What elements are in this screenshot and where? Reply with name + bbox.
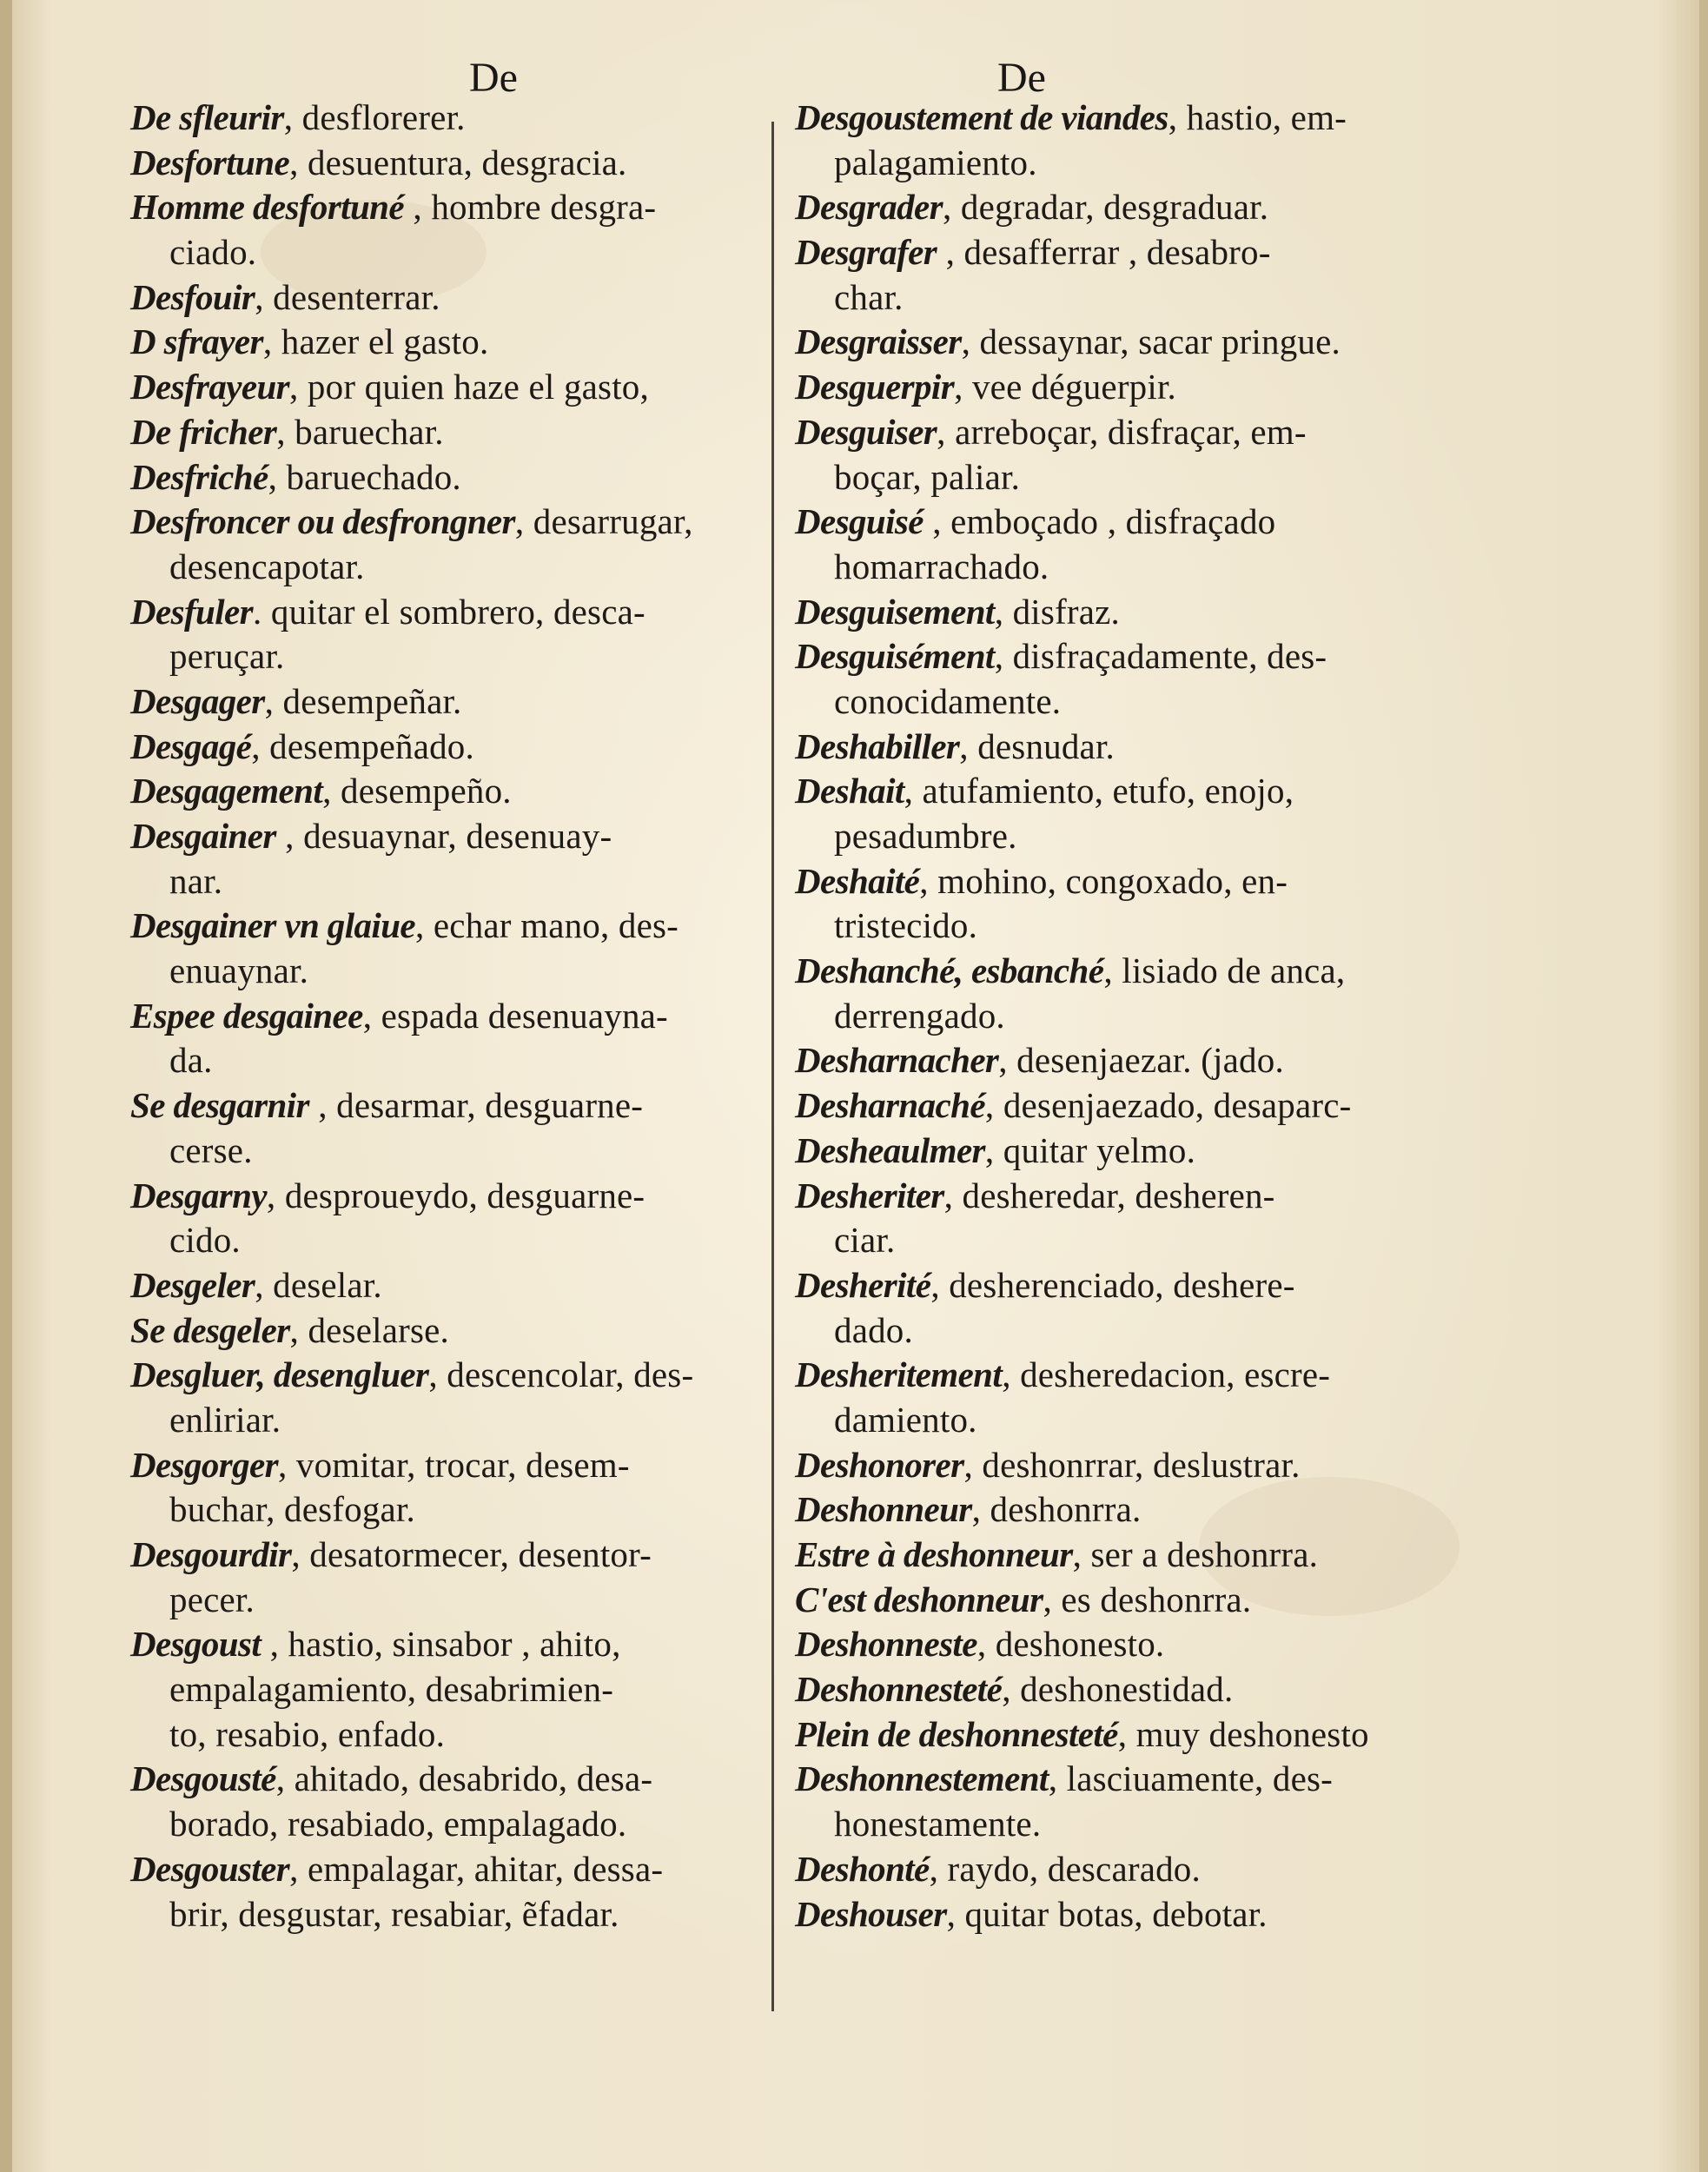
definition-text: , descencolar, des-	[428, 1354, 694, 1395]
header-left: De	[469, 55, 518, 101]
entry-line	[130, 1083, 773, 1129]
entry-continuation-line	[130, 634, 773, 679]
headword: Desheriter	[795, 1175, 944, 1215]
dictionary-entry	[795, 634, 1455, 724]
definition-text: , desuentura, desgracia.	[289, 142, 627, 182]
definition-text: , arreboçar, disfraçar, em-	[937, 411, 1307, 452]
headword: Desgagement	[130, 771, 323, 811]
definition-text: cido.	[169, 1220, 241, 1261]
entry-line	[795, 1712, 1455, 1758]
dictionary-entry	[130, 455, 773, 500]
entry-line	[130, 1443, 773, 1488]
entry-line	[130, 410, 773, 455]
entry-line	[795, 1443, 1455, 1488]
dictionary-entry	[795, 410, 1455, 500]
definition-text: conocidamente.	[834, 680, 1062, 721]
entry-continuation-line	[795, 814, 1455, 859]
definition-text: , deshonesto.	[976, 1624, 1165, 1665]
definition-text: , hazer el gasto.	[262, 321, 489, 362]
headword: Desfuler	[130, 591, 253, 632]
definition-text: cerse.	[169, 1129, 253, 1170]
headword: Se desgeler	[130, 1309, 290, 1350]
dictionary-entry	[130, 320, 773, 365]
entry-line	[130, 455, 773, 500]
dictionary-entry	[130, 1308, 773, 1354]
headword: Desfriché	[130, 456, 268, 497]
definition-text: , desproueydo, desguarne-	[266, 1175, 645, 1215]
definition-text: , echar mano, des-	[415, 905, 679, 946]
dictionary-entry	[795, 1892, 1455, 1937]
definition-text: , espada desenuayna-	[362, 995, 668, 1036]
definition-text: , desherenciado, deshere-	[930, 1264, 1295, 1305]
definition-text: , desuaynar, desenuay-	[275, 816, 612, 856]
definition-text: , quitar botas, debotar.	[946, 1893, 1268, 1934]
entry-line	[795, 725, 1455, 770]
entry-continuation-line	[130, 1667, 773, 1712]
definition-text: buchar, desfogar.	[169, 1489, 415, 1530]
headword: Deshonorer	[795, 1444, 964, 1485]
entry-line	[795, 1757, 1455, 1802]
headword: Desguiser	[795, 411, 937, 452]
headword: Deshaité	[795, 860, 920, 901]
definition-text: , emboçado , disfraçado	[923, 501, 1276, 542]
headword: Desgouster	[130, 1848, 290, 1889]
headword: De sfleurir	[130, 97, 284, 137]
dictionary-entry	[130, 679, 773, 725]
entry-line	[130, 679, 773, 725]
headword: Desfroncer ou desfrongner	[130, 501, 515, 542]
definition-text: , deshonrrar, deslustrar.	[963, 1444, 1301, 1485]
definition-text: . quitar el sombrero, desca-	[252, 591, 645, 632]
dictionary-entry	[795, 1667, 1455, 1712]
definition-text: homarrachado.	[834, 546, 1049, 586]
entry-line	[795, 1263, 1455, 1308]
dictionary-entry	[795, 1487, 1455, 1533]
entry-continuation-line	[130, 1487, 773, 1533]
dictionary-entry	[795, 1533, 1455, 1578]
definition-text: , raydo, descarado.	[929, 1848, 1201, 1889]
entry-continuation-line	[130, 1398, 773, 1443]
definition-text: brir, desgustar, resabiar, ẽfadar.	[169, 1893, 619, 1934]
headword: Desheaulmer	[795, 1129, 985, 1170]
entry-continuation-line	[795, 455, 1455, 500]
entry-line	[795, 1083, 1455, 1129]
definition-text: empalagamiento, desabrimien-	[169, 1669, 614, 1710]
entry-line	[130, 1308, 773, 1354]
definition-text: ciado.	[169, 232, 257, 273]
headword: Desheritement	[795, 1354, 1003, 1395]
entry-continuation-line	[795, 1802, 1455, 1847]
headword: Deshonté	[795, 1848, 930, 1889]
definition-text: desencapotar.	[169, 546, 365, 586]
dictionary-entry	[795, 769, 1455, 858]
entry-continuation-line	[795, 1308, 1455, 1354]
entry-line	[795, 1892, 1455, 1937]
entry-continuation-line	[130, 949, 773, 994]
dictionary-entry	[795, 1578, 1455, 1623]
definition-text: tristecido.	[834, 905, 978, 946]
definition-text: , desenjaezado, desaparc-	[984, 1085, 1352, 1126]
dictionary-entry	[130, 1757, 773, 1846]
definition-text: , lisiado de anca,	[1103, 950, 1346, 991]
dictionary-entry	[130, 904, 773, 993]
definition-text: palagamiento.	[834, 142, 1037, 182]
entry-continuation-line	[130, 1038, 773, 1083]
dictionary-entry	[130, 410, 773, 455]
headword: Desgraisser	[795, 321, 962, 362]
definition-text: , atufamiento, etufo, enojo,	[904, 771, 1294, 811]
definition-text: , desarrugar,	[514, 501, 693, 542]
definition-text: derrengado.	[834, 995, 1005, 1036]
dictionary-entry	[795, 96, 1455, 185]
dictionary-entry	[130, 994, 773, 1083]
definition-text: , desarmar, desguarne-	[308, 1085, 644, 1126]
dictionary-entry	[795, 725, 1455, 770]
dictionary-entry	[130, 141, 773, 186]
dictionary-entry	[130, 275, 773, 321]
definition-text: , desafferrar , desabro-	[937, 232, 1271, 273]
dictionary-entry	[130, 1353, 773, 1442]
definition-text: , baruechado.	[268, 456, 461, 497]
entry-line	[795, 500, 1455, 545]
definition-text: , vomitar, trocar, desem-	[277, 1444, 630, 1485]
entry-line	[130, 1622, 773, 1667]
dictionary-entry	[795, 1622, 1455, 1667]
dictionary-entry	[795, 230, 1455, 320]
headword: Desfrayeur	[130, 367, 290, 407]
headword: Desgeler	[130, 1264, 255, 1305]
entry-line	[130, 994, 773, 1039]
definition-text: boçar, paliar.	[834, 456, 1021, 497]
entry-continuation-line	[130, 1578, 773, 1623]
headword: Desharnaché	[795, 1085, 985, 1126]
headword: Desgorger	[130, 1444, 278, 1485]
dictionary-entry	[130, 500, 773, 589]
entry-line	[130, 725, 773, 770]
entry-line	[795, 1174, 1455, 1219]
entry-continuation-line	[130, 230, 773, 275]
entry-continuation-line	[130, 1218, 773, 1263]
dictionary-entry	[795, 500, 1455, 589]
definition-text: ciar.	[834, 1220, 896, 1261]
entry-line	[795, 1129, 1455, 1174]
definition-text: , desflorerer.	[283, 97, 466, 137]
entry-line	[795, 1667, 1455, 1712]
dictionary-entry	[795, 1174, 1455, 1263]
page-left-edge	[0, 0, 12, 2172]
entry-line	[795, 365, 1455, 410]
definition-text: , desatormecer, desentor-	[291, 1534, 652, 1574]
entry-line	[130, 1353, 773, 1398]
headword: Deshonneur	[795, 1489, 972, 1530]
definition-text: , desnudar.	[959, 725, 1115, 766]
entry-line	[795, 1487, 1455, 1533]
definition-text: dado.	[834, 1309, 913, 1350]
dictionary-entry	[130, 590, 773, 679]
entry-line	[130, 96, 773, 141]
dictionary-entry	[130, 1443, 773, 1533]
entry-continuation-line	[130, 1802, 773, 1847]
definition-text: enuaynar.	[169, 950, 309, 991]
entry-line	[795, 859, 1455, 904]
definition-text: , baruechar.	[276, 411, 444, 452]
definition-text: , es deshonrra.	[1043, 1579, 1252, 1619]
headword: Desgarny	[130, 1175, 267, 1215]
definition-text: , deshonestidad.	[1002, 1669, 1234, 1710]
headword: Desguisé	[795, 501, 924, 542]
headword: Desharnacher	[795, 1040, 999, 1081]
dictionary-entry	[130, 1622, 773, 1757]
definition-text: pecer.	[169, 1579, 255, 1619]
dictionary-entry	[130, 814, 773, 904]
headword: Desgluer, desengluer	[130, 1354, 429, 1395]
headword: Deshanché, esbanché	[795, 950, 1104, 991]
entry-continuation-line	[795, 1218, 1455, 1263]
headword: Estre à deshonneur	[795, 1534, 1073, 1574]
dictionary-entry	[130, 1083, 773, 1173]
left-column	[130, 96, 773, 1937]
definition-text: , disfraçadamente, des-	[994, 636, 1327, 677]
entry-line	[795, 1622, 1455, 1667]
dictionary-entry	[795, 320, 1455, 365]
definition-text: , deselar.	[255, 1264, 382, 1305]
definition-text: da.	[169, 1040, 213, 1081]
definition-text: , ser a deshonrra.	[1072, 1534, 1319, 1574]
definition-text: , desheredacion, escre-	[1002, 1354, 1331, 1395]
dictionary-entry	[795, 185, 1455, 230]
entry-continuation-line	[130, 1712, 773, 1758]
entry-line	[795, 320, 1455, 365]
definition-text: , muy deshonesto	[1117, 1713, 1369, 1754]
dictionary-entry	[795, 1757, 1455, 1846]
header-right: De	[997, 55, 1046, 101]
headword: Deshonnesteté	[795, 1669, 1003, 1710]
dictionary-entry	[130, 96, 773, 141]
entry-line	[130, 769, 773, 814]
entry-line	[130, 1174, 773, 1219]
definition-text: , vee déguerpir.	[954, 367, 1177, 407]
entry-continuation-line	[795, 904, 1455, 949]
headword: Desgousté	[130, 1758, 276, 1799]
entry-line	[130, 1263, 773, 1308]
entry-line	[130, 590, 773, 635]
dictionary-entry	[795, 859, 1455, 949]
headword: Desgagé	[130, 725, 252, 766]
definition-text: , desenterrar.	[255, 276, 440, 317]
headword: Deshonnestement	[795, 1758, 1049, 1799]
entry-line	[795, 1038, 1455, 1083]
entry-line	[795, 185, 1455, 230]
dictionary-entry	[795, 949, 1455, 1038]
entry-continuation-line	[795, 545, 1455, 590]
headword: Desgrader	[795, 187, 943, 228]
entry-line	[795, 769, 1455, 814]
entry-continuation-line	[130, 1129, 773, 1174]
headword: Desfouir	[130, 276, 255, 317]
entry-line	[130, 814, 773, 859]
entry-line	[795, 1533, 1455, 1578]
entry-line	[795, 590, 1455, 635]
page-right-edge	[1699, 0, 1708, 2172]
dictionary-entry	[130, 1533, 773, 1622]
headword: Espee desgainee	[130, 995, 363, 1036]
headword: Homme desfortuné	[130, 187, 404, 228]
entry-line	[795, 1578, 1455, 1623]
headword: Desgoustement de viandes	[795, 97, 1168, 137]
entry-line	[130, 320, 773, 365]
dictionary-entry	[795, 1038, 1455, 1083]
entry-line	[130, 185, 773, 230]
entry-line	[795, 1353, 1455, 1398]
headword: Desgainer vn glaiue	[130, 905, 415, 946]
definition-text: , desempeñar.	[264, 680, 462, 721]
dictionary-entry	[795, 1263, 1455, 1353]
entry-line	[130, 141, 773, 186]
definition-text: , empalagar, ahitar, dessa-	[289, 1848, 664, 1889]
definition-text: , deshonrra.	[971, 1489, 1142, 1530]
dictionary-entry	[130, 1174, 773, 1263]
dictionary-entry	[795, 1443, 1455, 1488]
headword: Plein de deshonnesteté	[795, 1713, 1118, 1754]
definition-text: nar.	[169, 860, 223, 901]
dictionary-entry	[795, 1353, 1455, 1442]
dictionary-entry	[130, 769, 773, 814]
entry-line	[795, 96, 1455, 141]
headword: Desgager	[130, 680, 265, 721]
definition-text: , hastio, em-	[1168, 97, 1347, 137]
definition-text: , desheredar, desheren-	[943, 1175, 1275, 1215]
entry-line	[130, 1757, 773, 1802]
dictionary-entry	[795, 1129, 1455, 1174]
dictionary-entry	[130, 1847, 773, 1937]
definition-text: honestamente.	[834, 1804, 1042, 1844]
entry-continuation-line	[795, 679, 1455, 725]
entry-line	[795, 634, 1455, 679]
definition-text: , lasciuamente, des-	[1048, 1758, 1334, 1799]
right-column	[795, 96, 1455, 1937]
entry-continuation-line	[130, 545, 773, 590]
dictionary-entry	[130, 185, 773, 275]
headword: Desguerpir	[795, 367, 955, 407]
definition-text: , deselarse.	[289, 1309, 449, 1350]
dictionary-entry	[795, 365, 1455, 410]
headword: Deshait	[795, 771, 904, 811]
definition-text: borado, resabiado, empalagado.	[169, 1804, 627, 1844]
entry-line	[130, 275, 773, 321]
headword: Deshabiller	[795, 725, 960, 766]
definition-text: , hastio, sinsabor , ahito,	[261, 1624, 621, 1665]
entry-line	[795, 410, 1455, 455]
definition-text: , ahitado, desabrido, desa-	[275, 1758, 653, 1799]
dictionary-entry	[795, 590, 1455, 635]
headword: Desguisément	[795, 636, 995, 677]
dictionary-entry	[795, 1847, 1455, 1892]
definition-text: pesadumbre.	[834, 816, 1017, 856]
headword: Desguisement	[795, 591, 995, 632]
entry-line	[130, 1847, 773, 1892]
entry-line	[795, 230, 1455, 275]
headword: Desgourdir	[130, 1534, 292, 1574]
entry-line	[130, 904, 773, 949]
entry-continuation-line	[795, 275, 1455, 321]
entry-continuation-line	[130, 859, 773, 904]
headword: Deshonneste	[795, 1624, 977, 1665]
entry-continuation-line	[130, 1892, 773, 1937]
definition-text: to, resabio, enfado.	[169, 1713, 446, 1754]
headword: Se desgarnir	[130, 1085, 309, 1126]
headword: De fricher	[130, 411, 277, 452]
definition-text: , por quien haze el gasto,	[289, 367, 649, 407]
definition-text: , degradar, desgraduar.	[942, 187, 1269, 228]
definition-text: , quitar yelmo.	[984, 1129, 1196, 1170]
definition-text: , desempeño.	[322, 771, 512, 811]
definition-text: , mohino, congoxado, en-	[919, 860, 1288, 901]
definition-text: , hombre desgra-	[403, 187, 657, 228]
headword: Desgainer	[130, 816, 276, 856]
entry-line	[130, 365, 773, 410]
dictionary-entry	[130, 365, 773, 410]
headword: C'est deshonneur	[795, 1579, 1043, 1619]
entry-continuation-line	[795, 994, 1455, 1039]
dictionary-entry	[795, 1083, 1455, 1129]
headword: Desherité	[795, 1264, 931, 1305]
headword: Deshouser	[795, 1893, 947, 1934]
headword: D sfrayer	[130, 321, 263, 362]
entry-line	[795, 1847, 1455, 1892]
definition-text: , desenjaezar. (jado.	[998, 1040, 1284, 1081]
definition-text: damiento.	[834, 1399, 977, 1440]
entry-line	[795, 949, 1455, 994]
definition-text: , desempeñado.	[251, 725, 474, 766]
definition-text: char.	[834, 276, 904, 317]
entry-line	[130, 1533, 773, 1578]
entry-line	[130, 500, 773, 545]
dictionary-entry	[795, 1712, 1455, 1758]
definition-text: , dessaynar, sacar pringue.	[961, 321, 1341, 362]
entry-continuation-line	[795, 1398, 1455, 1443]
entry-continuation-line	[795, 141, 1455, 186]
dictionary-entry	[130, 725, 773, 770]
definition-text: enliriar.	[169, 1399, 281, 1440]
definition-text: , disfraz.	[994, 591, 1121, 632]
headword: Desgrafer	[795, 232, 937, 273]
definition-text: peruçar.	[169, 636, 285, 677]
headword: Desfortune	[130, 142, 290, 182]
dictionary-entry	[130, 1263, 773, 1308]
headword: Desgoust	[130, 1624, 261, 1665]
